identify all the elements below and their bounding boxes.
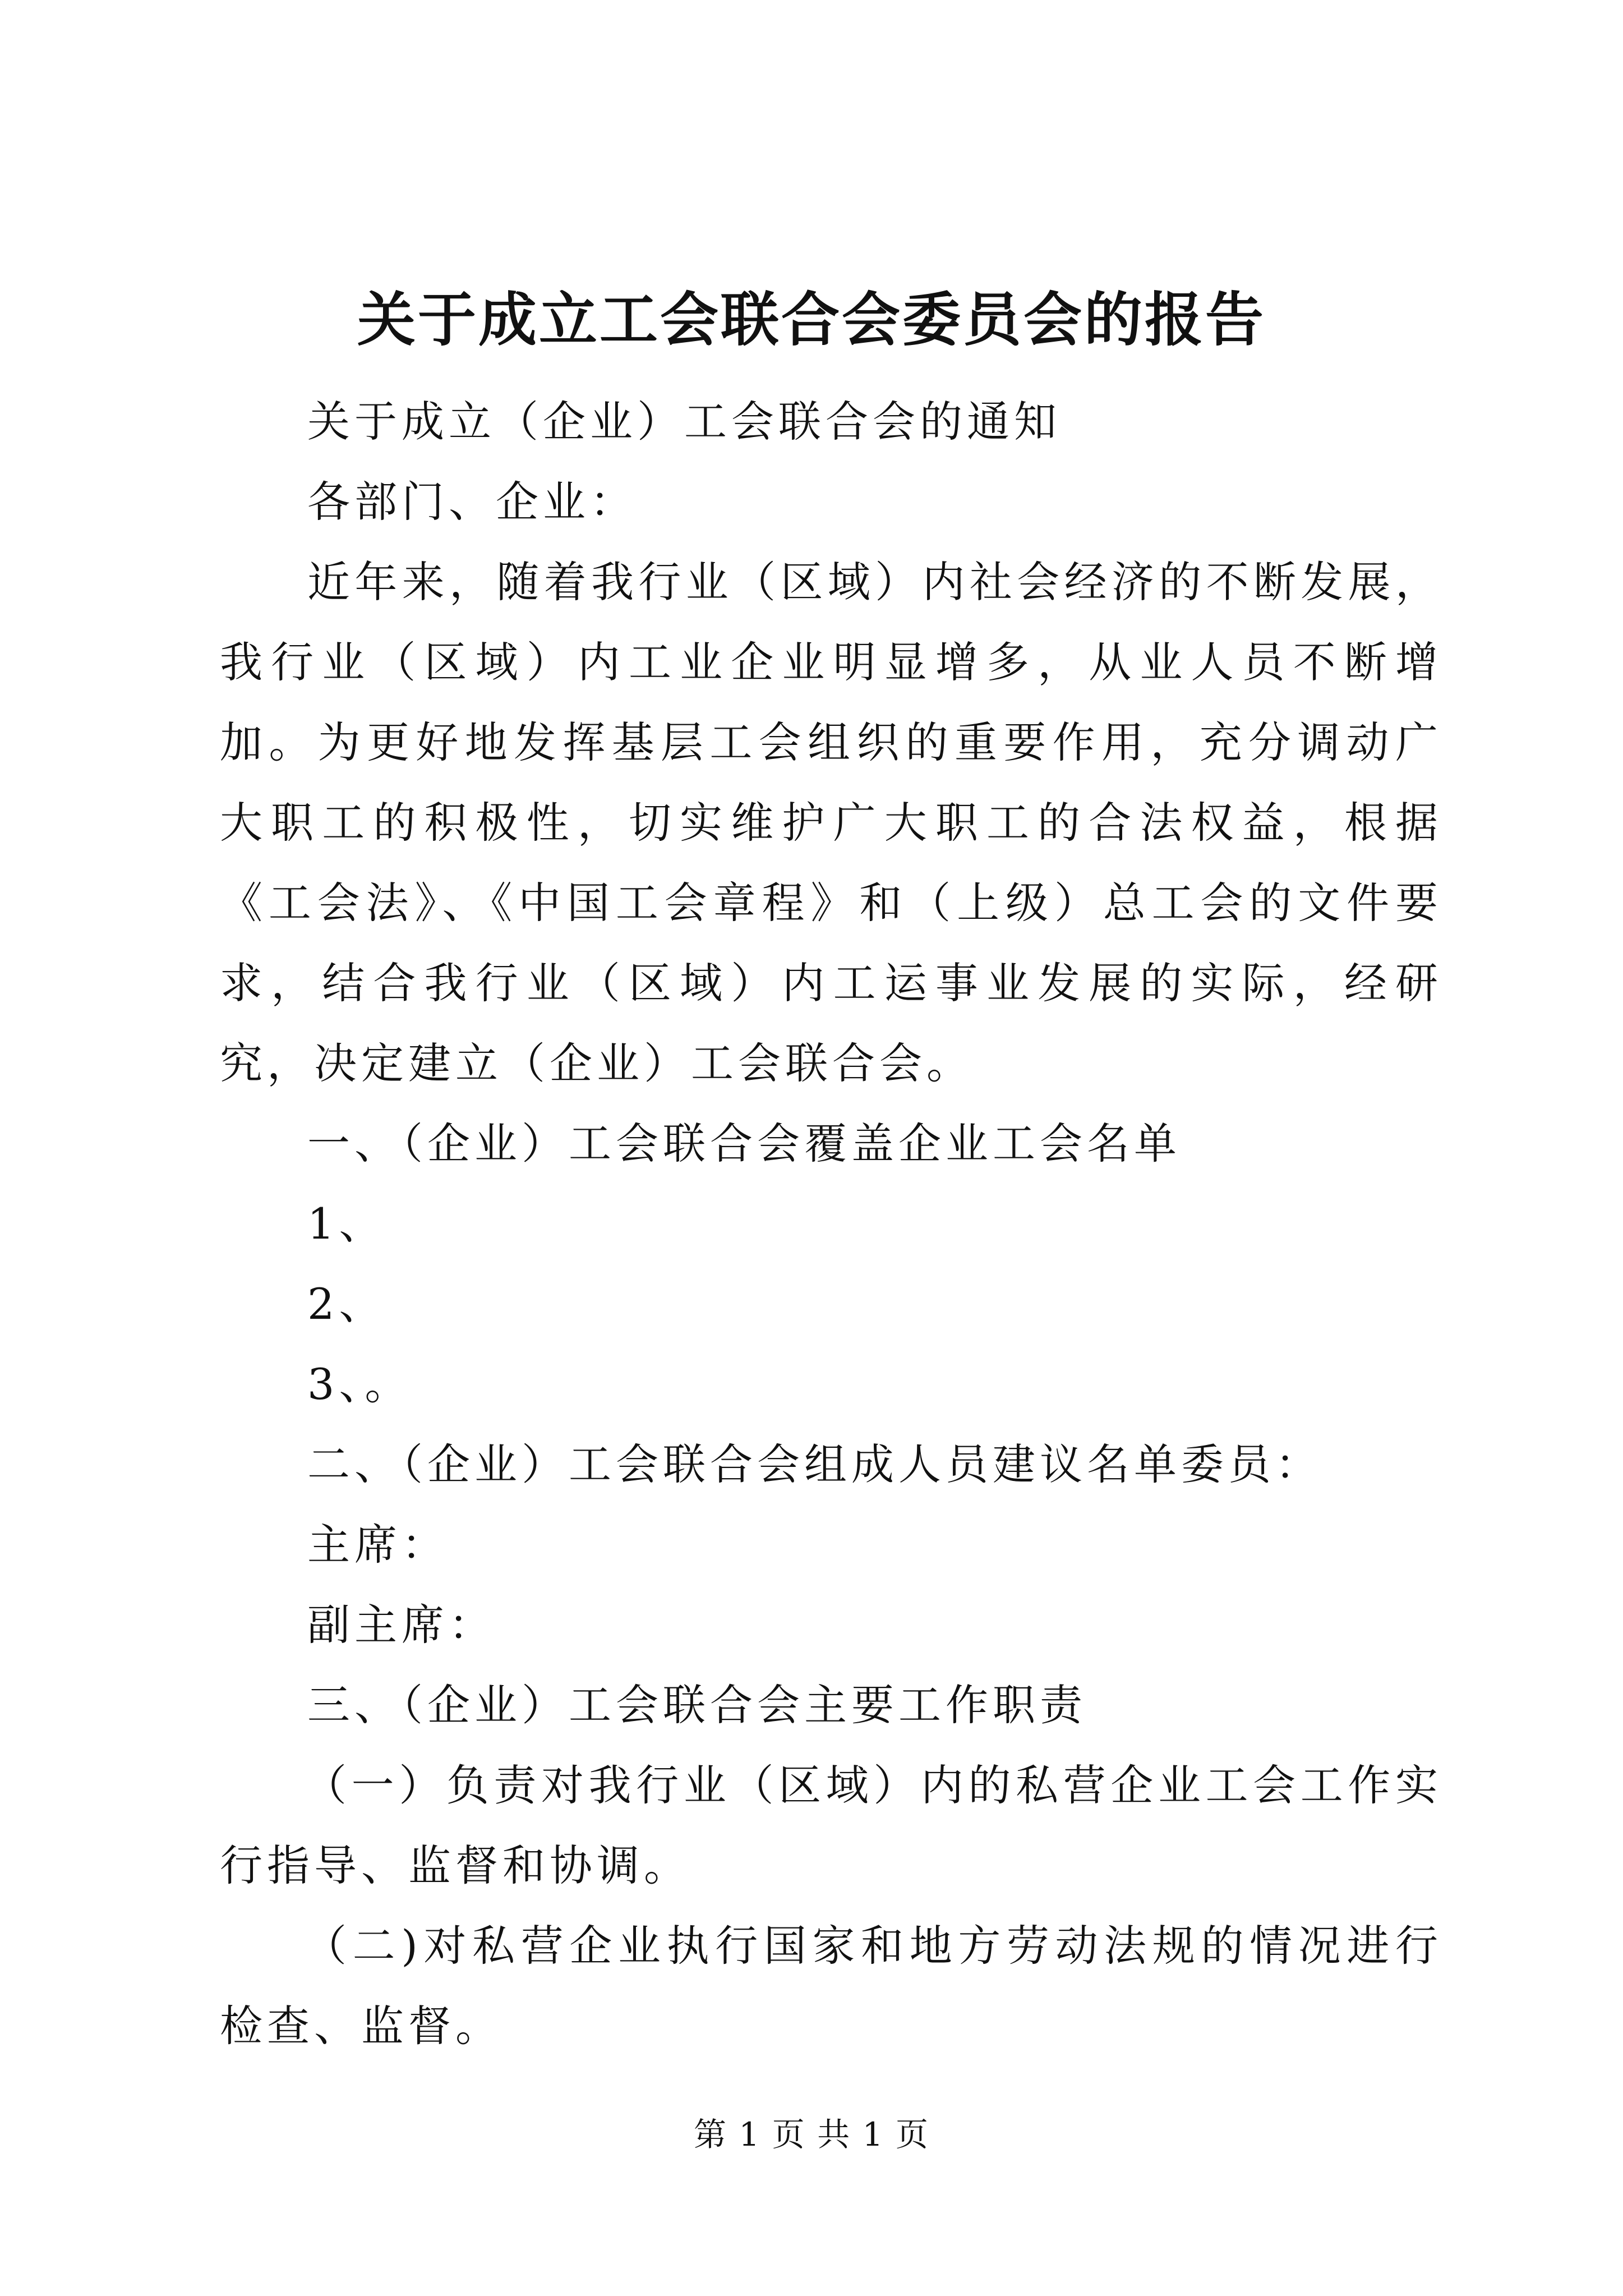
section-three-heading: 三、（企业）工会联合会主要工作职责: [307, 1680, 1087, 1730]
list-item-1: 1、: [307, 1199, 386, 1249]
chairman-line: 主席：: [307, 1520, 449, 1570]
notice-heading: 关于成立（企业）工会联合会的通知: [307, 397, 1061, 447]
list-item-2: 2、: [307, 1279, 386, 1329]
salutation: 各部门、企业：: [307, 477, 637, 527]
list-item-3: 3、。: [307, 1359, 412, 1409]
page-footer: 第 1 页 共 1 页: [694, 2115, 929, 2154]
section-one-heading: 一、（企业）工会联合会覆盖企业工会名单: [307, 1119, 1181, 1168]
duty-item-2: （二)对私营企业执行国家和地方劳动法规的情况进行检查、监督。: [220, 1921, 1442, 2051]
duty-item-1: （一）负责对我行业（区域）内的私营企业工会工作实行指导、监督和协调。: [220, 1760, 1442, 1890]
section-two-heading: 二、（企业）工会联合会组成人员建议名单委员：: [307, 1439, 1322, 1489]
document-title: 关于成立工会联合会委员会的报告: [357, 285, 1266, 354]
document-body: [220, 381, 1442, 2066]
vice-chairman-line: 副主席：: [307, 1600, 496, 1650]
intro-paragraph: 近年来，随着我行业（区域）内社会经济的不断发展，我行业（区域）内工业企业明显增多，从业人员不断增加。为更好地发挥基层工会组织的重要作用，充分调动广大职工的积极性，切实维护广大职工的合法权益，根据《工会法》、《中国工会章程》和（上级）总工会的文件要求，结合我行业（区域）内工运事业发展的实际，经研究，决定建立（企业）工会联合会。: [220, 557, 1442, 1088]
